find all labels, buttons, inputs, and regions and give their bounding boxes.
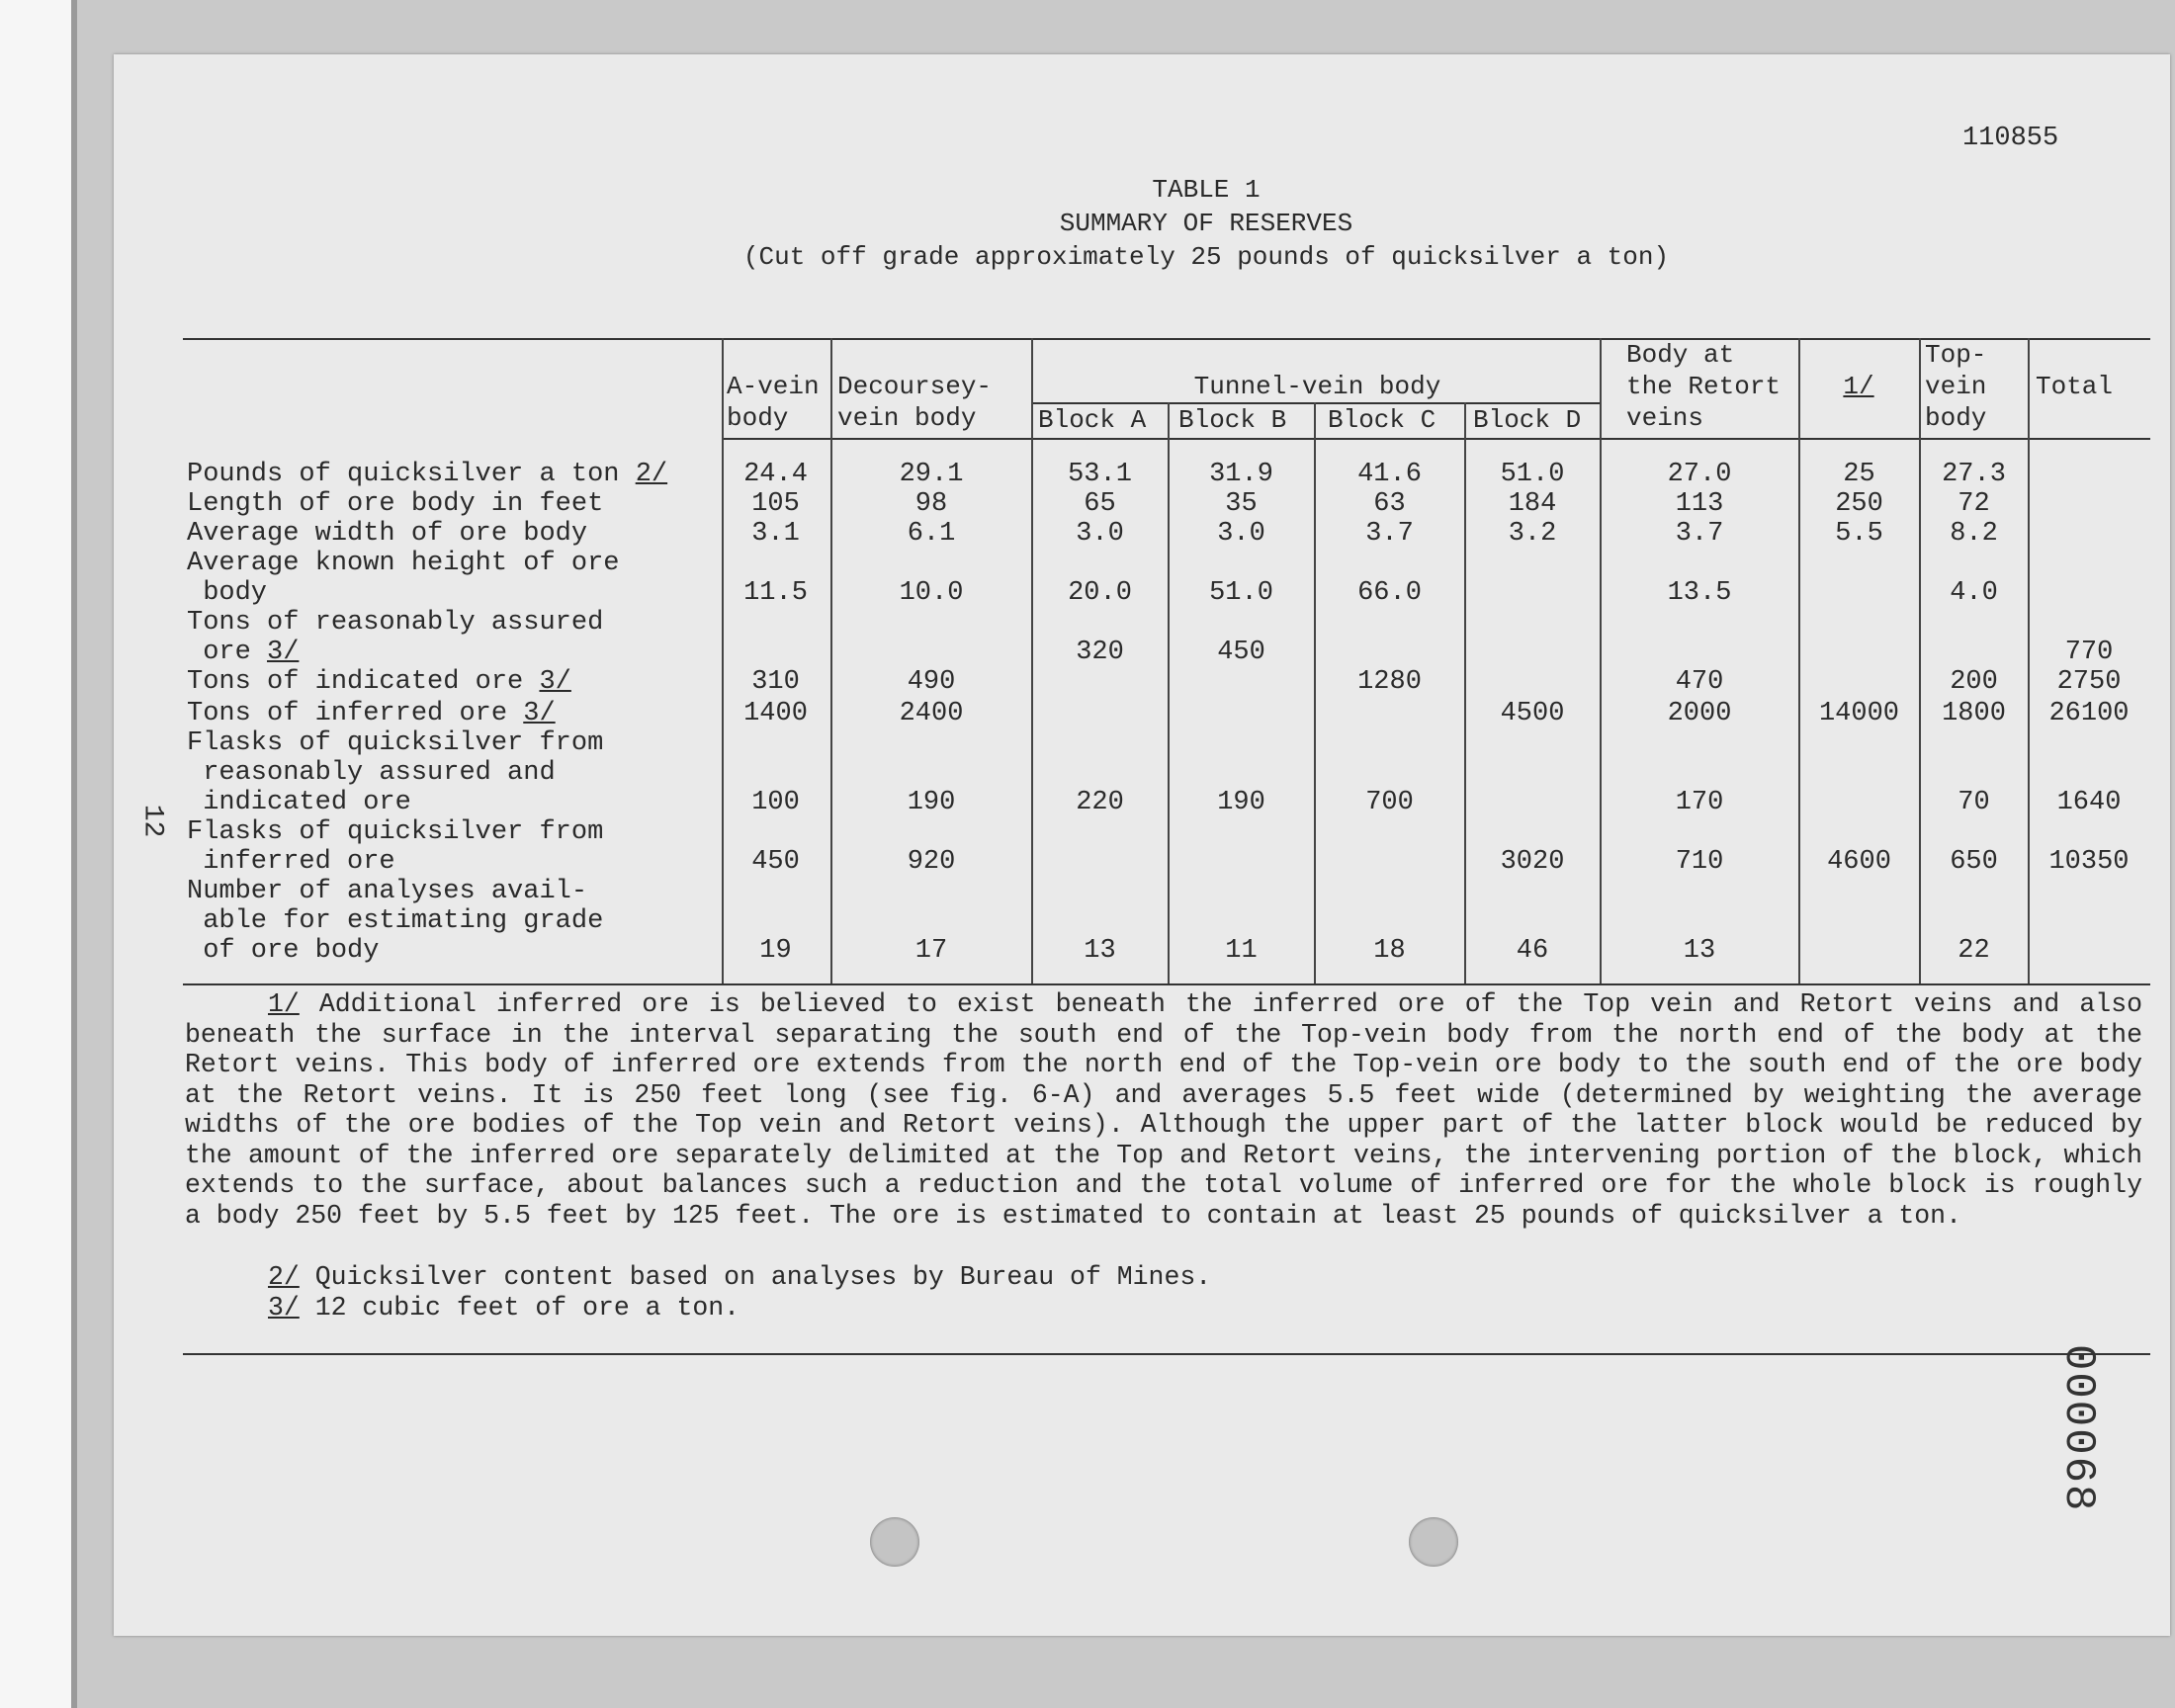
table-cell-top: 1800 [1942,699,2006,728]
table-cell-ret: 13.5 [1667,578,1732,608]
row-label: Average width of ore body [187,519,588,549]
table-cell-dec: 98 [914,489,948,519]
table-cell-ba: 220 [1076,788,1124,817]
table-cell-top: 4.0 [1950,578,1998,608]
table-cell-ret: 470 [1675,667,1724,697]
table-cell-fn: 25 [1843,460,1875,489]
footnote-3: 3/ 12 cubic feet of ore a ton. [268,1293,740,1323]
column-divider [1600,338,1602,983]
table-cell-bc: 41.6 [1357,460,1422,489]
table-cell-bc: 18 [1373,936,1406,966]
table-cell-tot: 2750 [2056,667,2122,697]
column-divider [1798,338,1800,983]
table-cell-bb: 450 [1217,638,1265,667]
table-cell-ret: 3.7 [1675,519,1724,549]
table-cell-top: 8.2 [1950,519,1998,549]
table-cell-dec: 10.0 [899,578,964,608]
header-top-vein-line1: Top- [1925,340,1987,370]
punch-hole-right [1409,1517,1458,1567]
table-cell-ba: 13 [1084,936,1116,966]
row-label: Flasks of quicksilver from [187,817,604,847]
row-label: Tons of inferred ore 3/ [187,699,556,728]
row-label: indicated ore [187,788,411,817]
table-cell-a: 19 [759,936,792,966]
table-cell-ba: 3.0 [1076,519,1124,549]
header-block-c: Block C [1328,405,1436,435]
row-label: body [187,578,268,608]
table-cell-top: 27.3 [1942,460,2006,489]
punch-hole-left [870,1517,919,1567]
row-label: Flasks of quicksilver from [187,728,604,758]
table-cell-a: 11.5 [743,578,808,608]
row-label: able for estimating grade [187,906,604,936]
table-cell-bb: 190 [1217,788,1265,817]
scan-left-edge [71,0,77,1708]
row-label: Tons of reasonably assured [187,608,604,638]
header-bottom-rule [722,438,2150,440]
table-title: TABLE 1 [1152,175,1261,205]
notes-bottom-rule [183,1353,2150,1355]
table-cell-a: 24.4 [743,460,808,489]
table-cell-bd: 3.2 [1508,519,1557,549]
row-label: ore 3/ [187,638,300,667]
table-cell-bd: 4500 [1500,699,1565,728]
column-divider [1919,338,1921,983]
table-cell-dec: 6.1 [907,519,956,549]
table-cell-tot: 1640 [2056,788,2122,817]
header-decoursey-line2: vein body [837,403,977,433]
header-retort-line2: the Retort [1626,372,1782,401]
table-cell-fn: 250 [1835,489,1883,519]
table-cell-ba: 65 [1084,489,1116,519]
header-a-vein-line1: A-vein [727,372,820,401]
header-retort-line3: veins [1626,403,1704,433]
table-cell-a: 105 [751,489,800,519]
table-cell-bd: 184 [1508,489,1557,519]
table-cell-tot: 770 [2064,638,2114,667]
table-cell-ret: 13 [1683,936,1716,966]
header-retort-line1: Body at [1626,340,1735,370]
table-cell-ba: 20.0 [1068,578,1132,608]
table-cell-tot: 10350 [2048,847,2130,877]
table-cell-bd: 3020 [1500,847,1565,877]
table-cell-top: 200 [1950,667,1998,697]
table-cell-top: 650 [1950,847,1998,877]
table-cell-ret: 113 [1675,489,1724,519]
row-label: of ore body [187,936,380,966]
row-label: inferred ore [187,847,395,877]
table-cell-bd: 51.0 [1500,460,1565,489]
table-cell-bd: 46 [1516,936,1549,966]
table-cell-a: 310 [751,667,800,697]
row-label: Pounds of quicksilver a ton 2/ [187,460,668,489]
table-cell-bc: 66.0 [1357,578,1422,608]
column-divider [722,338,724,983]
page-stamp: 000068 [2053,1344,2103,1513]
row-label: Tons of indicated ore 3/ [187,667,571,697]
table-cell-ret: 2000 [1667,699,1732,728]
footnote-2: 2/ Quicksilver content based on analyses by Bureau of Mines. [268,1262,1212,1292]
header-top-vein-line3: body [1925,403,1987,433]
table-bottom-rule [183,983,2150,985]
table-cell-fn: 14000 [1818,699,1899,728]
table-cell-fn: 5.5 [1835,519,1883,549]
header-top-vein-line2: vein [1925,372,1987,401]
table-cell-ret: 170 [1675,788,1724,817]
document-number: 110855 [1962,124,2059,153]
table-cell-dec: 17 [914,936,948,966]
table-cell-dec: 490 [907,667,956,697]
table-cell-bc: 700 [1365,788,1414,817]
scan-left-margin [0,0,71,1708]
table-cell-ret: 27.0 [1667,460,1732,489]
table-cell-bb: 3.0 [1217,519,1265,549]
table-cell-fn: 4600 [1827,847,1891,877]
header-a-vein-line2: body [727,403,789,433]
table-cell-bc: 63 [1373,489,1406,519]
table-cell-top: 70 [1958,788,1990,817]
row-label: Length of ore body in feet [187,489,604,519]
header-block-d: Block D [1473,405,1582,435]
table-cell-top: 72 [1958,489,1990,519]
table-cell-a: 100 [751,788,800,817]
row-label: reasonably assured and [187,758,556,788]
table-cell-bb: 51.0 [1209,578,1273,608]
header-block-b: Block B [1178,405,1287,435]
table-cell-bb: 11 [1225,936,1258,966]
document-page [114,54,2170,1636]
table-cell-a: 450 [751,847,800,877]
page-number: 12 [136,804,168,838]
header-tunnel-vein: Tunnel-vein body [1193,372,1441,401]
table-cutoff-note: (Cut off grade approximately 25 pounds of quicksilver a ton) [742,242,1670,272]
footnote-1: 1/ Additional inferred ore is believed to exist beneath the inferred ore of the Top vein and Retort veins and also beneath the surface in the interval separating the south end of the Top-vein body from the north end of the body at the Retort veins. This body of inferred ore extends from the north end of the Top-vein ore body to the south end of the ore body at the Retort veins. It is 250 feet long (see fig. 6-A) and averages 5.5 feet wide (determined by weighting the average widths of the ore bodies of the Top vein and Retort veins). Although the upper part of the latter block would be reduced by the amount of the inferred ore separately delimited at the Top and Retort veins, the intervening portion of the block, which extends to the surface, about balances such a reduction and the total volume of inferred ore for the whole block is roughly a body 250 feet by 5.5 feet by 125 feet. The ore is estimated to contain at least 25 pounds of quicksilver a ton. [185,989,2143,1231]
row-label: Number of analyses avail- [187,877,588,906]
table-cell-ret: 710 [1675,847,1724,877]
table-cell-ba: 53.1 [1068,460,1132,489]
table-top-rule [183,338,2150,340]
table-subtitle: SUMMARY OF RESERVES [1059,209,1353,238]
table-cell-bb: 35 [1225,489,1258,519]
table-cell-dec: 190 [907,788,956,817]
header-block-a: Block A [1038,405,1147,435]
table-cell-bc: 1280 [1357,667,1422,697]
header-total: Total [2036,372,2114,401]
table-cell-ba: 320 [1076,638,1124,667]
table-cell-dec: 920 [907,847,956,877]
row-label: Average known height of ore [187,549,620,578]
table-cell-dec: 2400 [899,699,964,728]
header-decoursey-line1: Decoursey- [837,372,993,401]
column-divider [830,338,832,983]
table-cell-bb: 31.9 [1209,460,1273,489]
table-cell-bc: 3.7 [1365,519,1414,549]
table-cell-top: 22 [1958,936,1990,966]
table-cell-a: 3.1 [751,519,800,549]
header-footnote-column: 1/ [1843,372,1874,401]
table-cell-tot: 26100 [2048,699,2130,728]
table-cell-a: 1400 [743,699,808,728]
table-cell-dec: 29.1 [899,460,964,489]
